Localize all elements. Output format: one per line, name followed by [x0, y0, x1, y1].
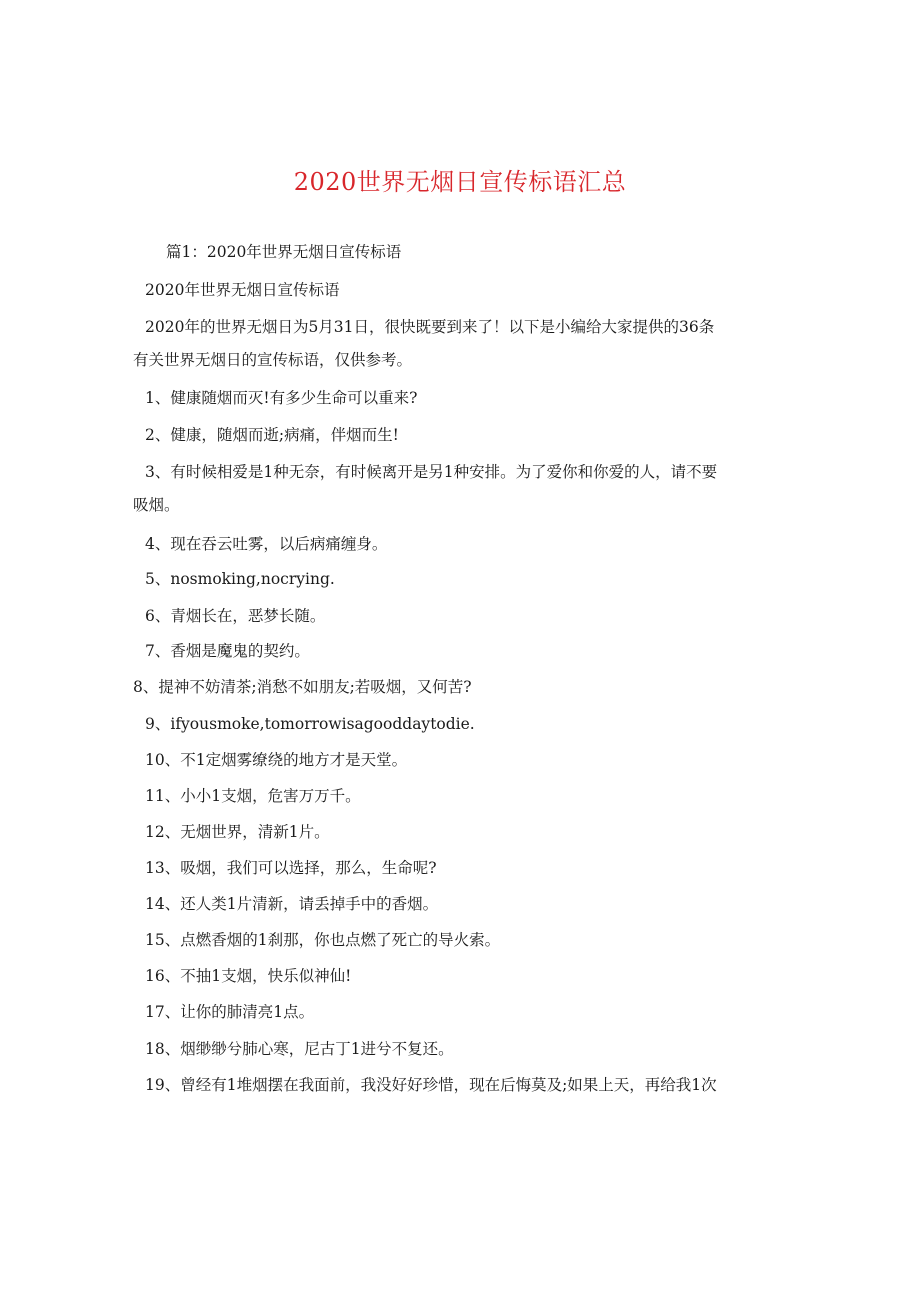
slogan-5: 5、nosmoking,nocrying.: [145, 570, 335, 588]
slogan-11: 11、小小1支烟，危害万万千。: [145, 787, 361, 805]
intro-line-2: 有关世界无烟日的宣传标语，仅供参考。: [133, 351, 413, 369]
slogan-12: 12、无烟世界，清新1片。: [145, 823, 330, 841]
slogan-14: 14、还人类1片清新，请丢掉手中的香烟。: [145, 895, 439, 913]
section-heading: 篇1：2020年世界无烟日宣传标语: [166, 243, 402, 261]
slogan-16: 16、不抽1支烟，快乐似神仙!: [145, 967, 352, 985]
slogan-13: 13、吸烟，我们可以选择，那么，生命呢?: [145, 859, 437, 877]
slogan-17: 17、让你的肺清亮1点。: [145, 1003, 315, 1021]
slogan-1: 1、健康随烟而灭!有多少生命可以重来?: [145, 389, 418, 407]
subtitle: 2020年世界无烟日宣传标语: [145, 281, 340, 299]
slogan-6: 6、青烟长在，恶梦长随。: [145, 607, 326, 625]
slogan-19: 19、曾经有1堆烟摆在我面前，我没好好珍惜，现在后悔莫及;如果上天，再给我1次: [145, 1076, 717, 1094]
slogan-8: 8、提神不妨清茶;消愁不如朋友;若吸烟，又何苦?: [133, 678, 472, 696]
slogan-2: 2、健康，随烟而逝;病痛，伴烟而生!: [145, 426, 399, 444]
slogan-7: 7、香烟是魔鬼的契约。: [145, 642, 310, 660]
slogan-18: 18、烟缈缈兮肺心寒，尼古丁1进兮不复还。: [145, 1040, 454, 1058]
slogan-9: 9、ifyousmoke,tomorrowisagooddaytodie.: [145, 715, 475, 733]
slogan-15: 15、点燃香烟的1刹那，你也点燃了死亡的导火索。: [145, 931, 501, 949]
slogan-4: 4、现在吞云吐雾，以后病痛缠身。: [145, 535, 388, 553]
slogan-3-continued: 吸烟。: [133, 496, 180, 514]
slogan-10: 10、不1定烟雾缭绕的地方才是天堂。: [145, 751, 408, 769]
document-title: 2020世界无烟日宣传标语汇总: [293, 168, 627, 196]
slogan-3: 3、有时候相爱是1种无奈，有时候离开是另1种安排。为了爱你和你爱的人，请不要: [145, 463, 718, 481]
intro-line-1: 2020年的世界无烟日为5月31日，很快既要到来了！以下是小编给大家提供的36条: [145, 318, 715, 336]
